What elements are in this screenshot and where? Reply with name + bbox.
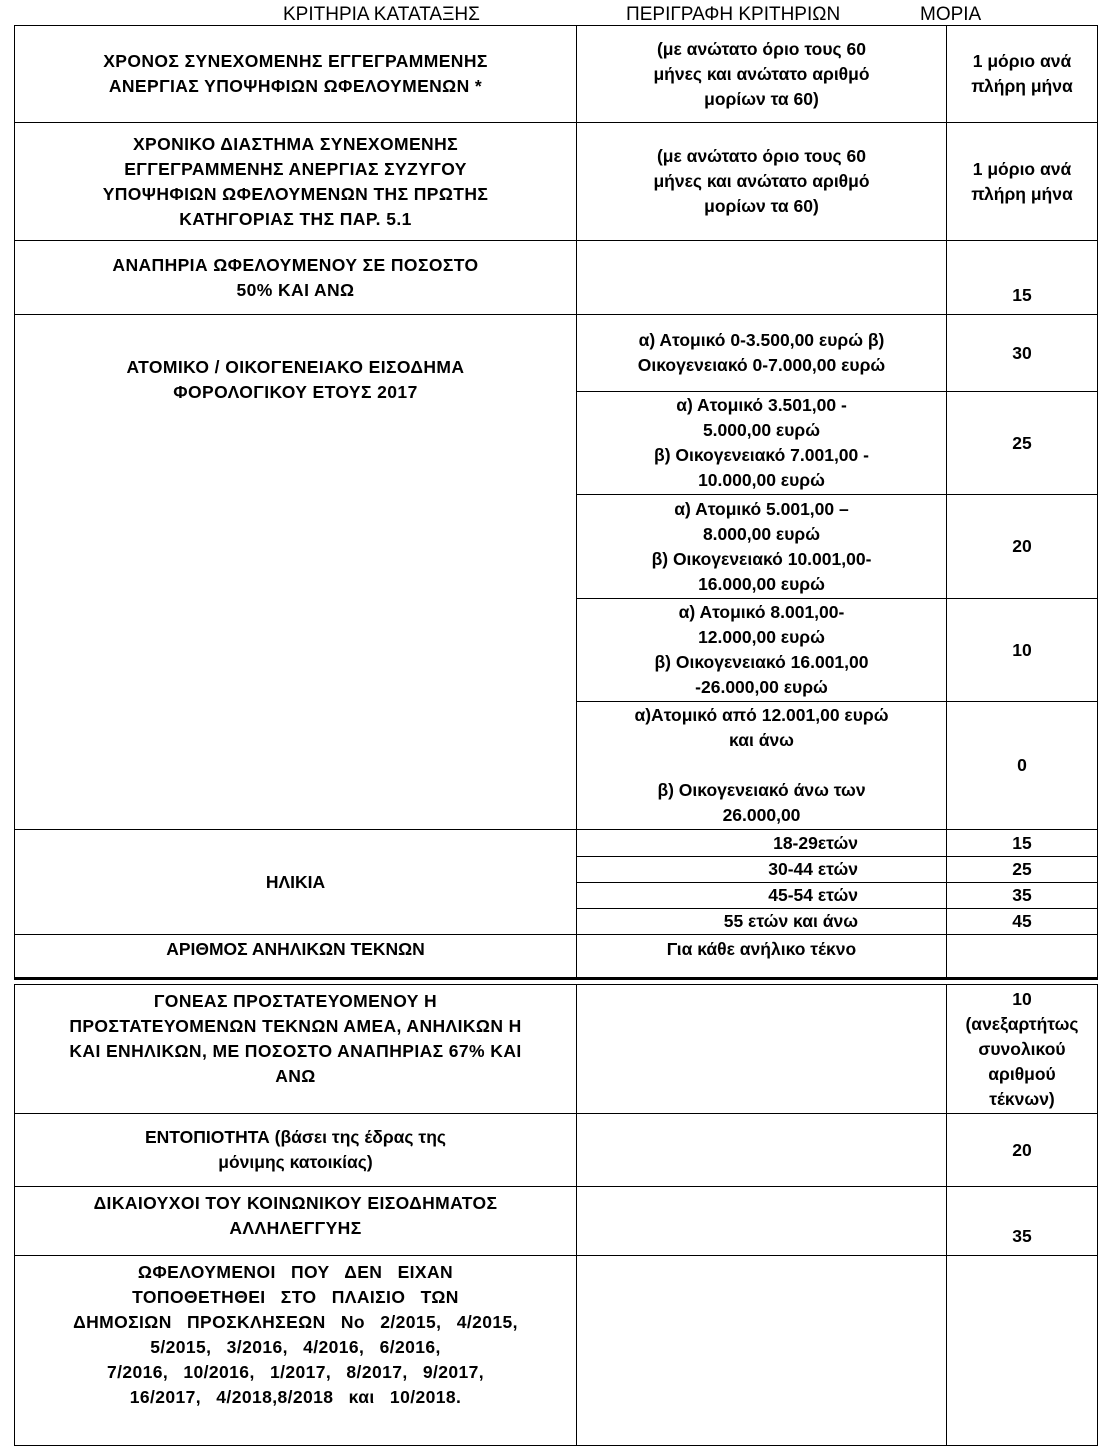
row-not-placed [15, 1256, 1098, 1446]
criterion-not-placed: ΩΦΕΛΟΥΜΕΝΟΙ ΠΟΥ ΔΕΝ ΕΙΧΑΝ ΤΟΠΟΘΕΤΗΘΕΙ ΣΤΟ ΠΛΑΙΣΙΟ ΤΩΝ ΔΗΜΟΣΙΩΝ ΠΡΟΣΚΛΗΣΕΩΝ Νο 2/2015, 4/2015, 5/2015, 3/2016, 4/2016, 6/2016, 7/2016, 10/2016, 1/2017, 8/2017, 9/2017, 16/2017, 4/2018,8/2018 και 10/2018. [15, 1256, 577, 1446]
points-locality: 20 [947, 1114, 1098, 1187]
description-income-bracket: α) Ατομικό 3.501,00 - 5.000,00 ευρώ β) Οικογενειακό 7.001,00 - 10.000,00 ευρώ [577, 392, 947, 495]
points-age-bracket: 35 [947, 883, 1098, 909]
description-solidarity-income [577, 1187, 947, 1256]
points-minor-children [947, 935, 1098, 979]
description-not-placed [577, 1256, 947, 1446]
criteria-table-1 [14, 25, 1098, 980]
header-criteria: ΚΡΙΤΗΡΙΑ ΚΑΤΑΤΑΞΗΣ [283, 4, 480, 25]
row-locality [15, 1114, 1098, 1187]
criterion-unemployment: ΧΡΟΝΟΣ ΣΥΝΕΧΟΜΕΝΗΣ ΕΓΓΕΓΡΑΜΜΕΝΗΣ ΑΝΕΡΓΙΑΣ ΥΠΟΨΗΦΙΩΝ ΩΦΕΛΟΥΜΕΝΩΝ * [15, 26, 577, 123]
criterion-disability: ΑΝΑΠΗΡΙΑ ΩΦΕΛΟΥΜΕΝΟΥ ΣΕ ΠΟΣΟΣΤΟ 50% ΚΑΙ ΑΝΩ [15, 241, 577, 315]
points-income-bracket: 30 [947, 315, 1098, 392]
description-disabled-children-parent [577, 985, 947, 1114]
criterion-income: ΑΤΟΜΙΚΟ / ΟΙΚΟΓΕΝΕΙΑΚΟ ΕΙΣΟΔΗΜΑ ΦΟΡΟΛΟΓΙΚΟΥ ΕΤΟΥΣ 2017 [15, 315, 577, 830]
criterion-disabled-children-parent: ΓΟΝΕΑΣ ΠΡΟΣΤΑΤΕΥΟΜΕΝΟΥ Η ΠΡΟΣΤΑΤΕΥΟΜΕΝΩΝ ΤΕΚΝΩΝ ΑΜΕΑ, ΑΝΗΛΙΚΩΝ Η ΚΑΙ ΕΝΗΛΙΚΩΝ, ΜΕ ΠΟΣΟΣΤΟ ΑΝΑΠΗΡΙΑΣ 67% ΚΑΙ ΑΝΩ [15, 985, 577, 1114]
criterion-minor-children: ΑΡΙΘΜΟΣ ΑΝΗΛΙΚΩΝ ΤΕΚΝΩΝ [15, 935, 577, 979]
criterion-spouse-unemployment: ΧΡΟΝΙΚΟ ΔΙΑΣΤΗΜΑ ΣΥΝΕΧΟΜΕΝΗΣ ΕΓΓΕΓΡΑΜΜΕΝΗΣ ΑΝΕΡΓΙΑΣ ΣΥΖΥΓΟΥ ΥΠΟΨΗΦΙΩΝ ΩΦΕΛΟΥΜΕΝΩΝ ΤΗΣ ΠΡΩΤΗΣ ΚΑΤΗΓΟΡΙΑΣ ΤΗΣ ΠΑΡ. 5.1 [15, 123, 577, 241]
points-disabled-children-parent: 10 (ανεξαρτήτως συνολικού αριθμού τέκνων) [947, 985, 1098, 1114]
criteria-table-2 [14, 984, 1098, 1446]
points-unemployment: 1 μόριο ανά πλήρη μήνα [947, 26, 1098, 123]
criterion-locality: ΕΝΤΟΠΙΟΤΗΤΑ (βάσει της έδρας της μόνιμης κατοικίας) [15, 1114, 577, 1187]
points-age-bracket: 25 [947, 857, 1098, 883]
points-disability: 15 [947, 241, 1098, 315]
points-income-bracket: 10 [947, 599, 1098, 702]
description-income-bracket: α) Ατομικό 5.001,00 – 8.000,00 ευρώ β) Οικογενειακό 10.001,00- 16.000,00 ευρώ [577, 495, 947, 599]
row-unemployment [15, 26, 1098, 123]
row-income-bracket [15, 315, 1098, 392]
description-age-bracket: 18-29ετών [577, 830, 947, 857]
points-not-placed [947, 1256, 1098, 1446]
points-income-bracket: 25 [947, 392, 1098, 495]
criterion-age: ΗΛΙΚΙΑ [15, 830, 577, 935]
description-age-bracket: 45-54 ετών [577, 883, 947, 909]
description-age-bracket: 30-44 ετών [577, 857, 947, 883]
points-age-bracket: 45 [947, 909, 1098, 935]
description-income-bracket: α) Ατομικό 8.001,00- 12.000,00 ευρώ β) Οικογενειακό 16.001,00 -26.000,00 ευρώ [577, 599, 947, 702]
description-spouse-unemployment: (με ανώτατο όριο τους 60 μήνες και ανώτατο αριθμό μορίων τα 60) [577, 123, 947, 241]
description-locality [577, 1114, 947, 1187]
description-minor-children: Για κάθε ανήλικο τέκνο [577, 935, 947, 979]
description-income-bracket: α) Ατομικό 0-3.500,00 ευρώ β) Οικογενειακό 0-7.000,00 ευρώ [577, 315, 947, 392]
criterion-solidarity-income: ΔΙΚΑΙΟΥΧΟΙ ΤΟΥ ΚΟΙΝΩΝΙΚΟΥ ΕΙΣΟΔΗΜΑΤΟΣ ΑΛΛΗΛΕΓΓΥΗΣ [15, 1187, 577, 1256]
points-income-bracket: 0 [947, 702, 1098, 830]
row-spouse-unemployment [15, 123, 1098, 241]
row-age-bracket [15, 830, 1098, 857]
header-description: ΠΕΡΙΓΡΑΦΗ ΚΡΙΤΗΡΙΩΝ [626, 4, 841, 25]
header-points: ΜΟΡΙΑ [920, 4, 982, 25]
description-age-bracket: 55 ετών και άνω [577, 909, 947, 935]
row-disabled-children-parent [15, 985, 1098, 1114]
row-disability [15, 241, 1098, 315]
points-solidarity-income: 35 [947, 1187, 1098, 1256]
description-disability [577, 241, 947, 315]
points-income-bracket: 20 [947, 495, 1098, 599]
points-spouse-unemployment: 1 μόριο ανά πλήρη μήνα [947, 123, 1098, 241]
row-minor-children [15, 935, 1098, 979]
points-age-bracket: 15 [947, 830, 1098, 857]
description-income-bracket: α)Ατομικό από 12.001,00 ευρώ και άνω β) Οικογενειακό άνω των 26.000,00 [577, 702, 947, 830]
row-solidarity-income [15, 1187, 1098, 1256]
description-unemployment: (με ανώτατο όριο τους 60 μήνες και ανώτατο αριθμό μορίων τα 60) [577, 26, 947, 123]
